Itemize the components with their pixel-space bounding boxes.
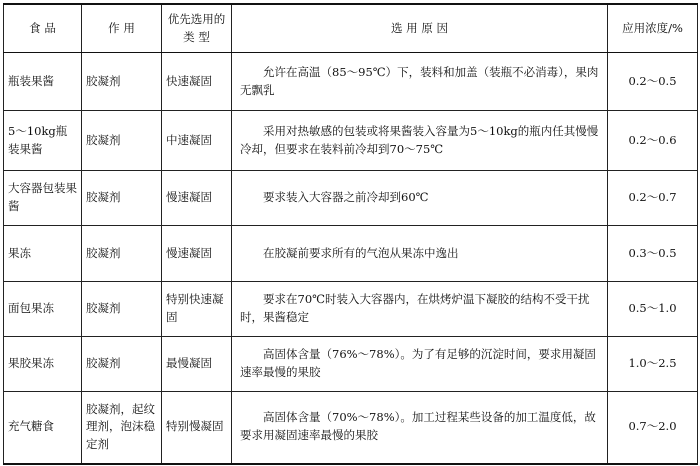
cell-concentration: 0.5～1.0 bbox=[608, 282, 698, 337]
header-type-line1: 优先选用的 bbox=[167, 11, 226, 26]
cell-concentration: 0.7～2.0 bbox=[608, 392, 698, 464]
cell-function: 胶凝剂 bbox=[82, 282, 162, 337]
cell-reason bbox=[232, 53, 608, 111]
cell-concentration: 0.2～0.6 bbox=[608, 111, 698, 171]
reason-text: 允许在高温（85～95℃）下，装料和加盖（装瓶不必消毒），果肉无飘乳 bbox=[240, 64, 599, 97]
header-food: 食 品 bbox=[4, 4, 82, 53]
reason-text: 要求装入大容器之前冷却到60℃ bbox=[263, 190, 429, 205]
cell-type: 慢速凝固 bbox=[162, 171, 232, 226]
reason-text: 高固体含量（76%～78%）。为了有足够的沉淀时间，要求用凝固速率最慢的果胶 bbox=[240, 347, 596, 379]
cell-function: 胶凝剂 bbox=[82, 226, 162, 282]
cell-reason bbox=[232, 171, 608, 226]
cell-type: 快速凝固 bbox=[162, 53, 232, 111]
cell-reason bbox=[232, 111, 608, 171]
table-row bbox=[4, 53, 698, 111]
table-row bbox=[4, 282, 698, 337]
cell-concentration: 0.2～0.7 bbox=[608, 171, 698, 226]
cell-food: 5～10kg瓶装果酱 bbox=[4, 111, 82, 171]
cell-type: 最慢凝固 bbox=[162, 337, 232, 392]
cell-food: 果冻 bbox=[4, 226, 82, 282]
reason-text: 高固体含量（70%～78%）。加工过程某些设备的加工温度低，故要求用凝固速率最慢的果胶 bbox=[240, 410, 596, 443]
table-header-row bbox=[4, 4, 698, 53]
reason-text: 采用对热敏感的包装或将果酱装入容量为5～10kg的瓶内任其慢慢冷却，但要求在装料前冷却到70～75℃ bbox=[240, 123, 599, 156]
cell-food: 充气糖食 bbox=[4, 392, 82, 464]
cell-function: 胶凝剂，起纹理剂，泡沫稳定剂 bbox=[82, 392, 162, 464]
table-row bbox=[4, 111, 698, 171]
cell-concentration: 1.0～2.5 bbox=[608, 337, 698, 392]
cell-food: 面包果冻 bbox=[4, 282, 82, 337]
cell-concentration: 0.3～0.5 bbox=[608, 226, 698, 282]
cell-type: 特别慢凝固 bbox=[162, 392, 232, 464]
header-concentration: 应用浓度/% bbox=[608, 4, 698, 53]
cell-function: 胶凝剂 bbox=[82, 171, 162, 226]
cell-function: 胶凝剂 bbox=[82, 337, 162, 392]
cell-reason bbox=[232, 282, 608, 337]
reason-text: 在胶凝前要求所有的气泡从果冻中逸出 bbox=[263, 245, 459, 260]
header-type bbox=[162, 4, 232, 53]
table-row bbox=[4, 337, 698, 392]
cell-type: 慢速凝固 bbox=[162, 226, 232, 282]
cell-reason bbox=[232, 392, 608, 464]
header-function: 作 用 bbox=[82, 4, 162, 53]
pectin-usage-table bbox=[3, 3, 698, 465]
table-row bbox=[4, 171, 698, 226]
cell-type: 特别快速凝固 bbox=[162, 282, 232, 337]
header-type-line2: 类 型 bbox=[183, 29, 210, 44]
cell-reason bbox=[232, 337, 608, 392]
cell-function: 胶凝剂 bbox=[82, 53, 162, 111]
cell-food: 大容器包装果酱 bbox=[4, 171, 82, 226]
cell-concentration: 0.2～0.5 bbox=[608, 53, 698, 111]
cell-type: 中速凝固 bbox=[162, 111, 232, 171]
table-row bbox=[4, 392, 698, 464]
table-row bbox=[4, 226, 698, 282]
cell-food: 瓶装果酱 bbox=[4, 53, 82, 111]
reason-text: 要求在70℃时装入大容器内，在烘烤炉温下凝胶的结构不受干扰时，果酱稳定 bbox=[240, 292, 590, 324]
header-reason: 选 用 原 因 bbox=[232, 4, 608, 53]
cell-reason bbox=[232, 226, 608, 282]
cell-food: 果胶果冻 bbox=[4, 337, 82, 392]
cell-function: 胶凝剂 bbox=[82, 111, 162, 171]
